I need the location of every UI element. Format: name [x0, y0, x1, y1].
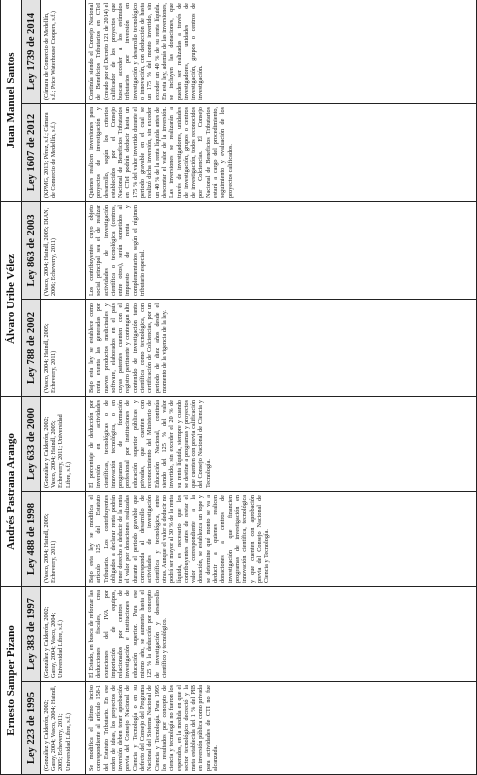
description-text: Bajo esta ley se establece como renta exenta las generadas por nuevos productos medicinales y software, elaborados en el país cuyas patentes cuenten con el registro pertinente y contengan alto contenido de investigación tanto científica como tecnológica, con certificación de Colciencias, por un periodo de diez años desde el momento de la vigencia de la ley.	[88, 302, 168, 393]
description-cell	[86, 201, 477, 299]
president-header: Álvaro Uribe Vélez	[1, 201, 22, 396]
law-header: Ley 223 de 1995	[22, 682, 41, 775]
description-cell	[86, 299, 477, 396]
law-row	[22, 0, 41, 775]
reference-text: (Cámara de Comercio de Medellín, s.f.; Price Waterhouse Coopers, s.f.)	[43, 11, 58, 100]
description-text: Los contribuyentes cuyo objeto social principal sea el de realizar actividades de investigación científica o tecnológica (centros, entre otros), serán sometidos al impuesto de renta y complementarios según el régimen tributario especial.	[88, 204, 147, 296]
description-cell	[86, 587, 477, 682]
description-cell	[86, 492, 477, 587]
description-text: Continúa siendo el Consejo Nacional de Beneficios Tributarios en CTeI (creado por el Decreto 121 de 2014) el calificador de los proyectos que buscan acceder a los estímulos tributarios por inversión en investigación y desarrollo tecnológico o innovación, con deducción de hasta un 175 % del monto invertido, sin exceder un 40 % de su renta líquida. En esta ley, además de las inversiones, se incluyen las donaciones, que pueden ser realizadas a través de investigadores, unidades de investigación, grupos o centros de investigación.	[88, 2, 205, 100]
reference-cell	[41, 396, 86, 491]
description-text: Quienes realicen inversiones para proyectos de investigación y desarrollo, según los criterios establecidos por el Consejo Nacional de Beneficios Tributarios en CTeI podrán deducir hasta un 175 % del valor invertido durante el periodo gravable en el cual se realizó dicha inversión, sin exceder un 40 % de la renta líquida antes de descontar el valor de la inversión. Las inversiones se realizarán a través de investigadores, unidades de investigación, grupos o centros de investigación, todos reconocidos por Colciencias. El Consejo Nacional de Beneficios Tributarios estará a cargo del procedimiento, seguimiento y evaluación de los proyectos calificados.	[88, 106, 234, 198]
description-text: Se modifica el último inciso correspondiente al artículo 158-1 del Estatuto Tributario. En ese orden de ideas, los proyectos de inversión deben tener aprobación previa del Consejo Nacional de Ciencia y Tecnología o en su defecto del Consejo del Programa Nacional del Sistema Nacional de Ciencia y Tecnología. Para 1995 los resultados por concepto de ciencia y tecnología no fueron los esperados, en la medida en que el sector tecnológico decreció y la meta establecida del 1 % del PIB en inversión pública como privada para actividades de CTI no fue alcanzada.	[88, 685, 220, 771]
reference-cell	[41, 299, 86, 396]
president-header: Andrés Pastrana Arango	[1, 396, 22, 586]
reference-cell	[41, 587, 86, 682]
law-header: Ley 863 de 2003	[22, 201, 41, 299]
reference-cell	[41, 682, 86, 775]
law-header: Ley 1607 de 2012	[22, 103, 41, 201]
reference-text: (Vasco, 2004; Haindl, 2005; Echeverry, 2011)	[43, 513, 58, 583]
description-cell	[86, 682, 477, 775]
reference-text: (KPMG, 2013; Pérez, s.f.; Cámara de Comercio de Medellín, s.f.)	[43, 112, 58, 198]
law-header: Ley 788 de 2002	[22, 299, 41, 396]
description-row	[86, 0, 477, 775]
reference-cell	[41, 201, 86, 299]
reference-text: (González y Calderón, 2002; Garay, 2004; Vasco, 2004; Haindl, 2005; Echeverry, 2011; Universidad Libre, s.f.)	[43, 685, 72, 771]
description-text: El Estado, en busca de reforzar las deducciones fiscales, crea exenciones del IVA por importación de equipos, relacionados por centros de investigación e instituciones de educación superior. Para ese mismo año, se aumenta hasta el 125 % la deducción por concepto de investigación y desarrollo científico y tecnológico.	[88, 590, 168, 678]
description-text: Bajo esta ley se modifica el artículo 125 del Estatuto Tributario. Los contribuyentes obligados a declarar renta podrán tener derecho a deducir de la renta el valor por donaciones realizadas durante el periodo gravable que corresponda al desarrollo de actividades de investigación científica y tecnológica, entre otras. Aunque el valor a deducir no podrá ser mayor al 30 % de la renta líquida, es necesario que los contribuyentes antes de restar el valor correspondiente a la donación, se establezca un tope y se determine qué monto se va a deducir a quienes realicen donaciones a centros de investigación que financien programas de investigación en innovación científica, tecnológica y que cuenten con aprobación previa del Consejo Nacional de Ciencia y Tecnología.	[88, 495, 271, 583]
description-cell	[86, 0, 477, 103]
president-row	[1, 0, 22, 775]
references-row	[41, 0, 86, 775]
reference-text: (Vasco, 2004; Haindl, 2005; DIAN, 2006; Echeverry, 2011)	[43, 207, 58, 296]
reference-text: (González y Calderón, 2002; Garay, 2004; Vasco, 2004; Universidad Libre, s.f.)	[43, 606, 65, 678]
description-cell	[86, 103, 477, 201]
reference-cell	[41, 492, 86, 587]
reference-text: (Vasco, 2004; Haindl, 2005; Echeverry, 2011)	[43, 323, 58, 393]
reference-cell	[41, 103, 86, 201]
description-cell	[86, 396, 477, 491]
law-header: Ley 488 de 1998	[22, 492, 41, 587]
description-text: El porcentaje de deducción por inversión en actividades científicas, tecnológicas o de innovación tecnológica, o en programas de formación profesional por instituciones de educación superior públicas y privadas, que cuenten con reconocimiento del Ministerio de Educación Nacional, continúa siendo del 125 % del valor invertido, sin exceder el 20 % de su renta líquida, siempre y cuando se destine a programas y proyectos que cuenten con previa calificación del Consejo Nacional de Ciencia y Tecnología.	[88, 399, 212, 488]
reference-cell	[41, 0, 86, 103]
president-header: Juan Manuel Santos	[1, 0, 22, 201]
reference-text: (González y Calderón, 2002; Vasco, 2004; Haindl, 2005; Echeverry, 2011; Universidad Libre, s.f.)	[43, 414, 72, 488]
president-header: Ernesto Samper Pizano	[1, 587, 22, 775]
law-header: Ley 633 de 2000	[22, 396, 41, 491]
law-header: Ley 383 de 1997	[22, 587, 41, 682]
law-header: Ley 1739 de 2014	[22, 0, 41, 103]
